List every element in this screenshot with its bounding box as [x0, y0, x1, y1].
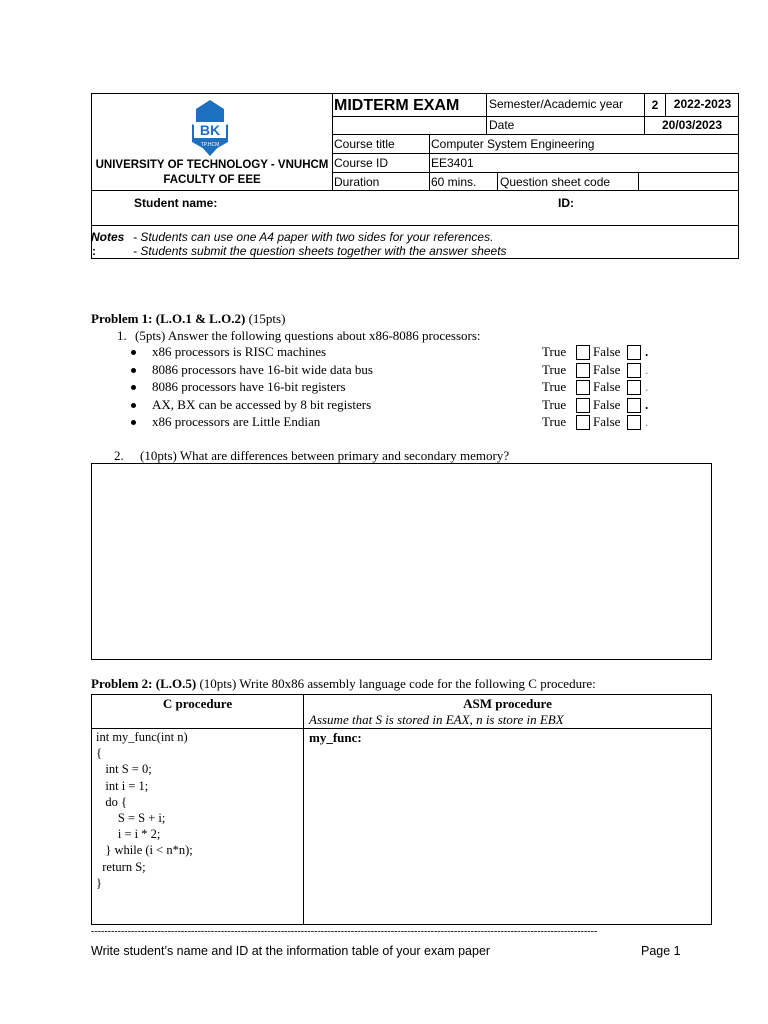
sheet-code-label: Question sheet code [500, 175, 611, 189]
note-1: - Students can use one A4 paper with two sides for your references. [133, 230, 494, 244]
problem-2-instruction: (10pts) Write 80x86 assembly language code for the following C procedure: [196, 676, 596, 691]
bk-logo-icon [178, 98, 242, 160]
false-label: False [593, 396, 621, 412]
bullet-icon [131, 350, 136, 355]
semester-value: 2 [651, 98, 659, 112]
bullet-icon [131, 403, 136, 408]
false-checkbox[interactable] [627, 380, 641, 395]
asm-assumption-note: Assume that S is stored in EAX, n is store in EBX [309, 712, 564, 727]
notes-colon: : [92, 244, 96, 258]
question-1-number: 1. [117, 328, 127, 343]
duration-value: 60 mins. [431, 175, 477, 189]
false-checkbox[interactable] [627, 363, 641, 378]
note-2: - Students submit the question sheets together with the answer sheets [133, 244, 507, 258]
statement-end-mark: . [645, 414, 649, 430]
c-code-line: int S = 0; [96, 762, 152, 777]
c-code-line: } [96, 875, 102, 890]
false-checkbox[interactable] [627, 345, 641, 360]
true-label: True [542, 361, 567, 377]
c-procedure-code [96, 729, 193, 891]
false-checkbox[interactable] [627, 415, 641, 430]
true-label: True [542, 344, 567, 359]
faculty-name: FACULTY OF EEE [163, 174, 261, 186]
footer-note: Write student’s name and ID at the information table of your exam paper [91, 944, 491, 958]
false-label: False [593, 361, 621, 377]
false-label: False [593, 414, 621, 430]
problem-1-points: (15pts) [245, 311, 286, 326]
statement-end-mark: . [645, 344, 649, 359]
false-checkbox[interactable] [627, 398, 641, 413]
bullet-icon [131, 368, 136, 373]
problem-2-table [91, 694, 712, 925]
course-id-label: Course ID [334, 156, 389, 170]
student-name-label: Student name: [134, 196, 218, 210]
university-name: UNIVERSITY OF TECHNOLOGY - VNUHCM [95, 159, 329, 171]
problem-1-title [91, 311, 285, 327]
c-code-line: S = S + i; [96, 811, 166, 826]
c-code-line: do { [96, 794, 127, 809]
true-label: True [542, 379, 567, 395]
c-code-line: { [96, 746, 102, 761]
course-title-value: Computer System Engineering [431, 137, 595, 151]
false-label: False [593, 379, 621, 395]
date-value: 20/03/2023 [661, 118, 723, 132]
question-1-text: (5pts) Answer the following questions about x86-8086 processors: [135, 328, 481, 343]
statement-text: 8086 processors have 16-bit registers [152, 379, 346, 395]
statement-text: x86 processors are Little Endian [152, 414, 321, 430]
problem-2-title [91, 676, 596, 692]
exam-title: MIDTERM EXAM [334, 97, 460, 114]
c-code-line: i = i * 2; [96, 827, 161, 842]
statement-text: 8086 processors have 16-bit wide data bus [152, 361, 373, 377]
svg-text:TP.HCM: TP.HCM [200, 142, 220, 148]
page-number: Page 1 [641, 944, 681, 958]
notes-label: Notes [91, 230, 125, 244]
answer-box-question-2[interactable] [91, 463, 712, 660]
student-id-label: ID: [558, 196, 574, 210]
academic-year-value: 2022-2023 [673, 97, 732, 111]
footer-divider: -------------------------------------------------------------------------------------------------------------------------------------------------------- [91, 926, 598, 937]
date-label: Date [489, 118, 515, 132]
exam-header-table [91, 93, 739, 259]
university-logo [178, 98, 242, 160]
asm-answer-area[interactable] [304, 747, 711, 924]
svg-text:BK: BK [199, 122, 221, 138]
statement-text: AX, BX can be accessed by 8 bit registers [152, 396, 372, 412]
c-code-line: int i = 1; [96, 778, 149, 793]
bullet-icon [131, 420, 136, 425]
c-code-line: } while (i < n*n); [96, 843, 193, 858]
statement-end-mark: . [645, 379, 649, 395]
true-checkbox[interactable] [576, 380, 590, 395]
true-label: True [542, 396, 567, 412]
course-id-value: EE3401 [431, 156, 474, 170]
course-title-label: Course title [334, 137, 395, 151]
true-checkbox[interactable] [576, 345, 590, 360]
statement-end-mark: . [645, 361, 649, 377]
statement-end-mark: . [645, 396, 649, 412]
asm-function-label: my_func: [309, 730, 362, 745]
true-checkbox[interactable] [576, 363, 590, 378]
true-checkbox[interactable] [576, 415, 590, 430]
bullet-icon [131, 385, 136, 390]
false-label: False [593, 344, 621, 359]
problem-2-heading: Problem 2: (L.O.5) [91, 676, 197, 691]
question-2-text: (10pts) What are differences between primary and secondary memory? [140, 448, 510, 463]
c-code-line: return S; [96, 859, 146, 874]
c-code-line: int my_func(int n) [96, 730, 188, 744]
duration-label: Duration [334, 175, 380, 189]
true-checkbox[interactable] [576, 398, 590, 413]
semester-label: Semester/Academic year [489, 97, 624, 111]
true-label: True [542, 414, 567, 430]
statement-text: x86 processors is RISC machines [152, 344, 327, 359]
question-2-number: 2. [114, 448, 124, 463]
problem-1-heading: Problem 1: (L.O.1 & L.O.2) [91, 311, 246, 326]
asm-procedure-header: ASM procedure [463, 696, 552, 711]
c-procedure-header: C procedure [162, 696, 233, 711]
